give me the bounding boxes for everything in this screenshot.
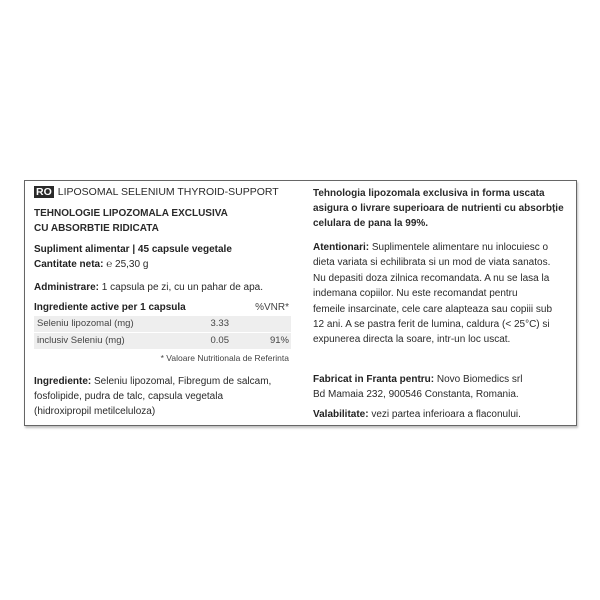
valabilitate — [313, 407, 521, 422]
atentionari-label: Atentionari: — [313, 242, 370, 253]
subtitle — [34, 206, 228, 236]
subtitle-line: CU ABSORBTIE RIDICATA — [34, 223, 159, 234]
administrare — [34, 280, 263, 295]
ingrediente-line: fosfolipide, pudra de talc, capsula vegetala — [34, 391, 224, 402]
atentionari-line: femeile insarcinate, cele care alapteaza sau copiii sub — [313, 303, 553, 315]
ingrediente-line: Seleniu lipozomal, Fibregum de salcam, — [91, 376, 272, 387]
atentionari-line: Nu depasiti doza zilnica recomandata. A nu se lasa la — [313, 272, 550, 284]
administrare-value: 1 capsula pe zi, cu un pahar de apa. — [101, 282, 264, 293]
ingrediente-line: (hidroxipropil metilceluloza) — [34, 406, 156, 417]
intro-text — [313, 186, 564, 231]
atentionari-line: Suplimentele alimentare nu inlocuiesc o — [369, 242, 549, 253]
product-info — [34, 242, 232, 272]
fabricat — [313, 372, 522, 402]
product-title: LIPOSOMAL SELENIUM THYROID-SUPPORT — [57, 186, 279, 198]
supliment-text: Supliment alimentar | 45 capsule vegetale — [34, 244, 232, 255]
ingrediente — [34, 374, 271, 419]
fabricat-line: Novo Biomedics srl — [434, 374, 523, 385]
atentionari-line: indemana copiilor. Nu este recomandat pentru — [313, 288, 518, 300]
header-vnr: %VNR* — [255, 302, 289, 313]
table-row — [34, 333, 291, 349]
cell-amount: 3.33 — [210, 318, 229, 329]
language-badge: RO — [36, 186, 52, 198]
cantitate-value: ℮ 25,30 g — [106, 259, 149, 270]
atentionari-line: 12 ani. A se pastra ferit de lumina, caldura (< 25°C) si — [313, 319, 550, 331]
fabricat-label: Fabricat in Franta pentru: — [313, 374, 435, 385]
cantitate-label: Cantitate neta: — [34, 259, 104, 270]
intro-line: celulara de pana la 99%. — [313, 218, 429, 229]
cell-name: Seleniu lipozomal (mg) — [37, 318, 134, 329]
cell-vnr: 91% — [269, 335, 289, 346]
atentionari-line: dieta variata si echilibrata si un mod de viata sanatos. — [313, 257, 551, 269]
cell-amount: 0.05 — [210, 335, 229, 346]
cell-name: inclusiv Seleniu (mg) — [37, 335, 125, 346]
intro-line: Tehnologia lipozomala exclusiva in forma uscata — [313, 188, 545, 199]
ingrediente-label: Ingrediente: — [34, 376, 92, 387]
fabricat-line: Bd Mamaia 232, 900546 Constanta, Romania. — [313, 389, 519, 400]
header-ingredient: Ingrediente active per 1 capsula — [34, 302, 186, 313]
table-row — [34, 316, 291, 332]
cell-vnr — [229, 316, 291, 332]
valabilitate-label: Valabilitate: — [313, 409, 369, 420]
subtitle-line: TEHNOLOGIE LIPOZOMALA EXCLUSIVA — [34, 208, 228, 219]
administrare-label: Administrare: — [34, 282, 100, 293]
intro-line: asigura o livrare superioara de nutrienti cu absorbție — [313, 203, 564, 214]
product-title-row — [34, 185, 279, 200]
atentionari — [313, 240, 552, 348]
nutrition-table — [34, 300, 291, 349]
atentionari-line: expunerea directa la soare, intr-un loc uscat. — [313, 334, 511, 346]
valabilitate-value: vezi partea inferioara a flaconului. — [368, 409, 521, 420]
footnote: * Valoare Nutritionala de Referinta — [160, 353, 289, 363]
table-header — [34, 300, 291, 316]
